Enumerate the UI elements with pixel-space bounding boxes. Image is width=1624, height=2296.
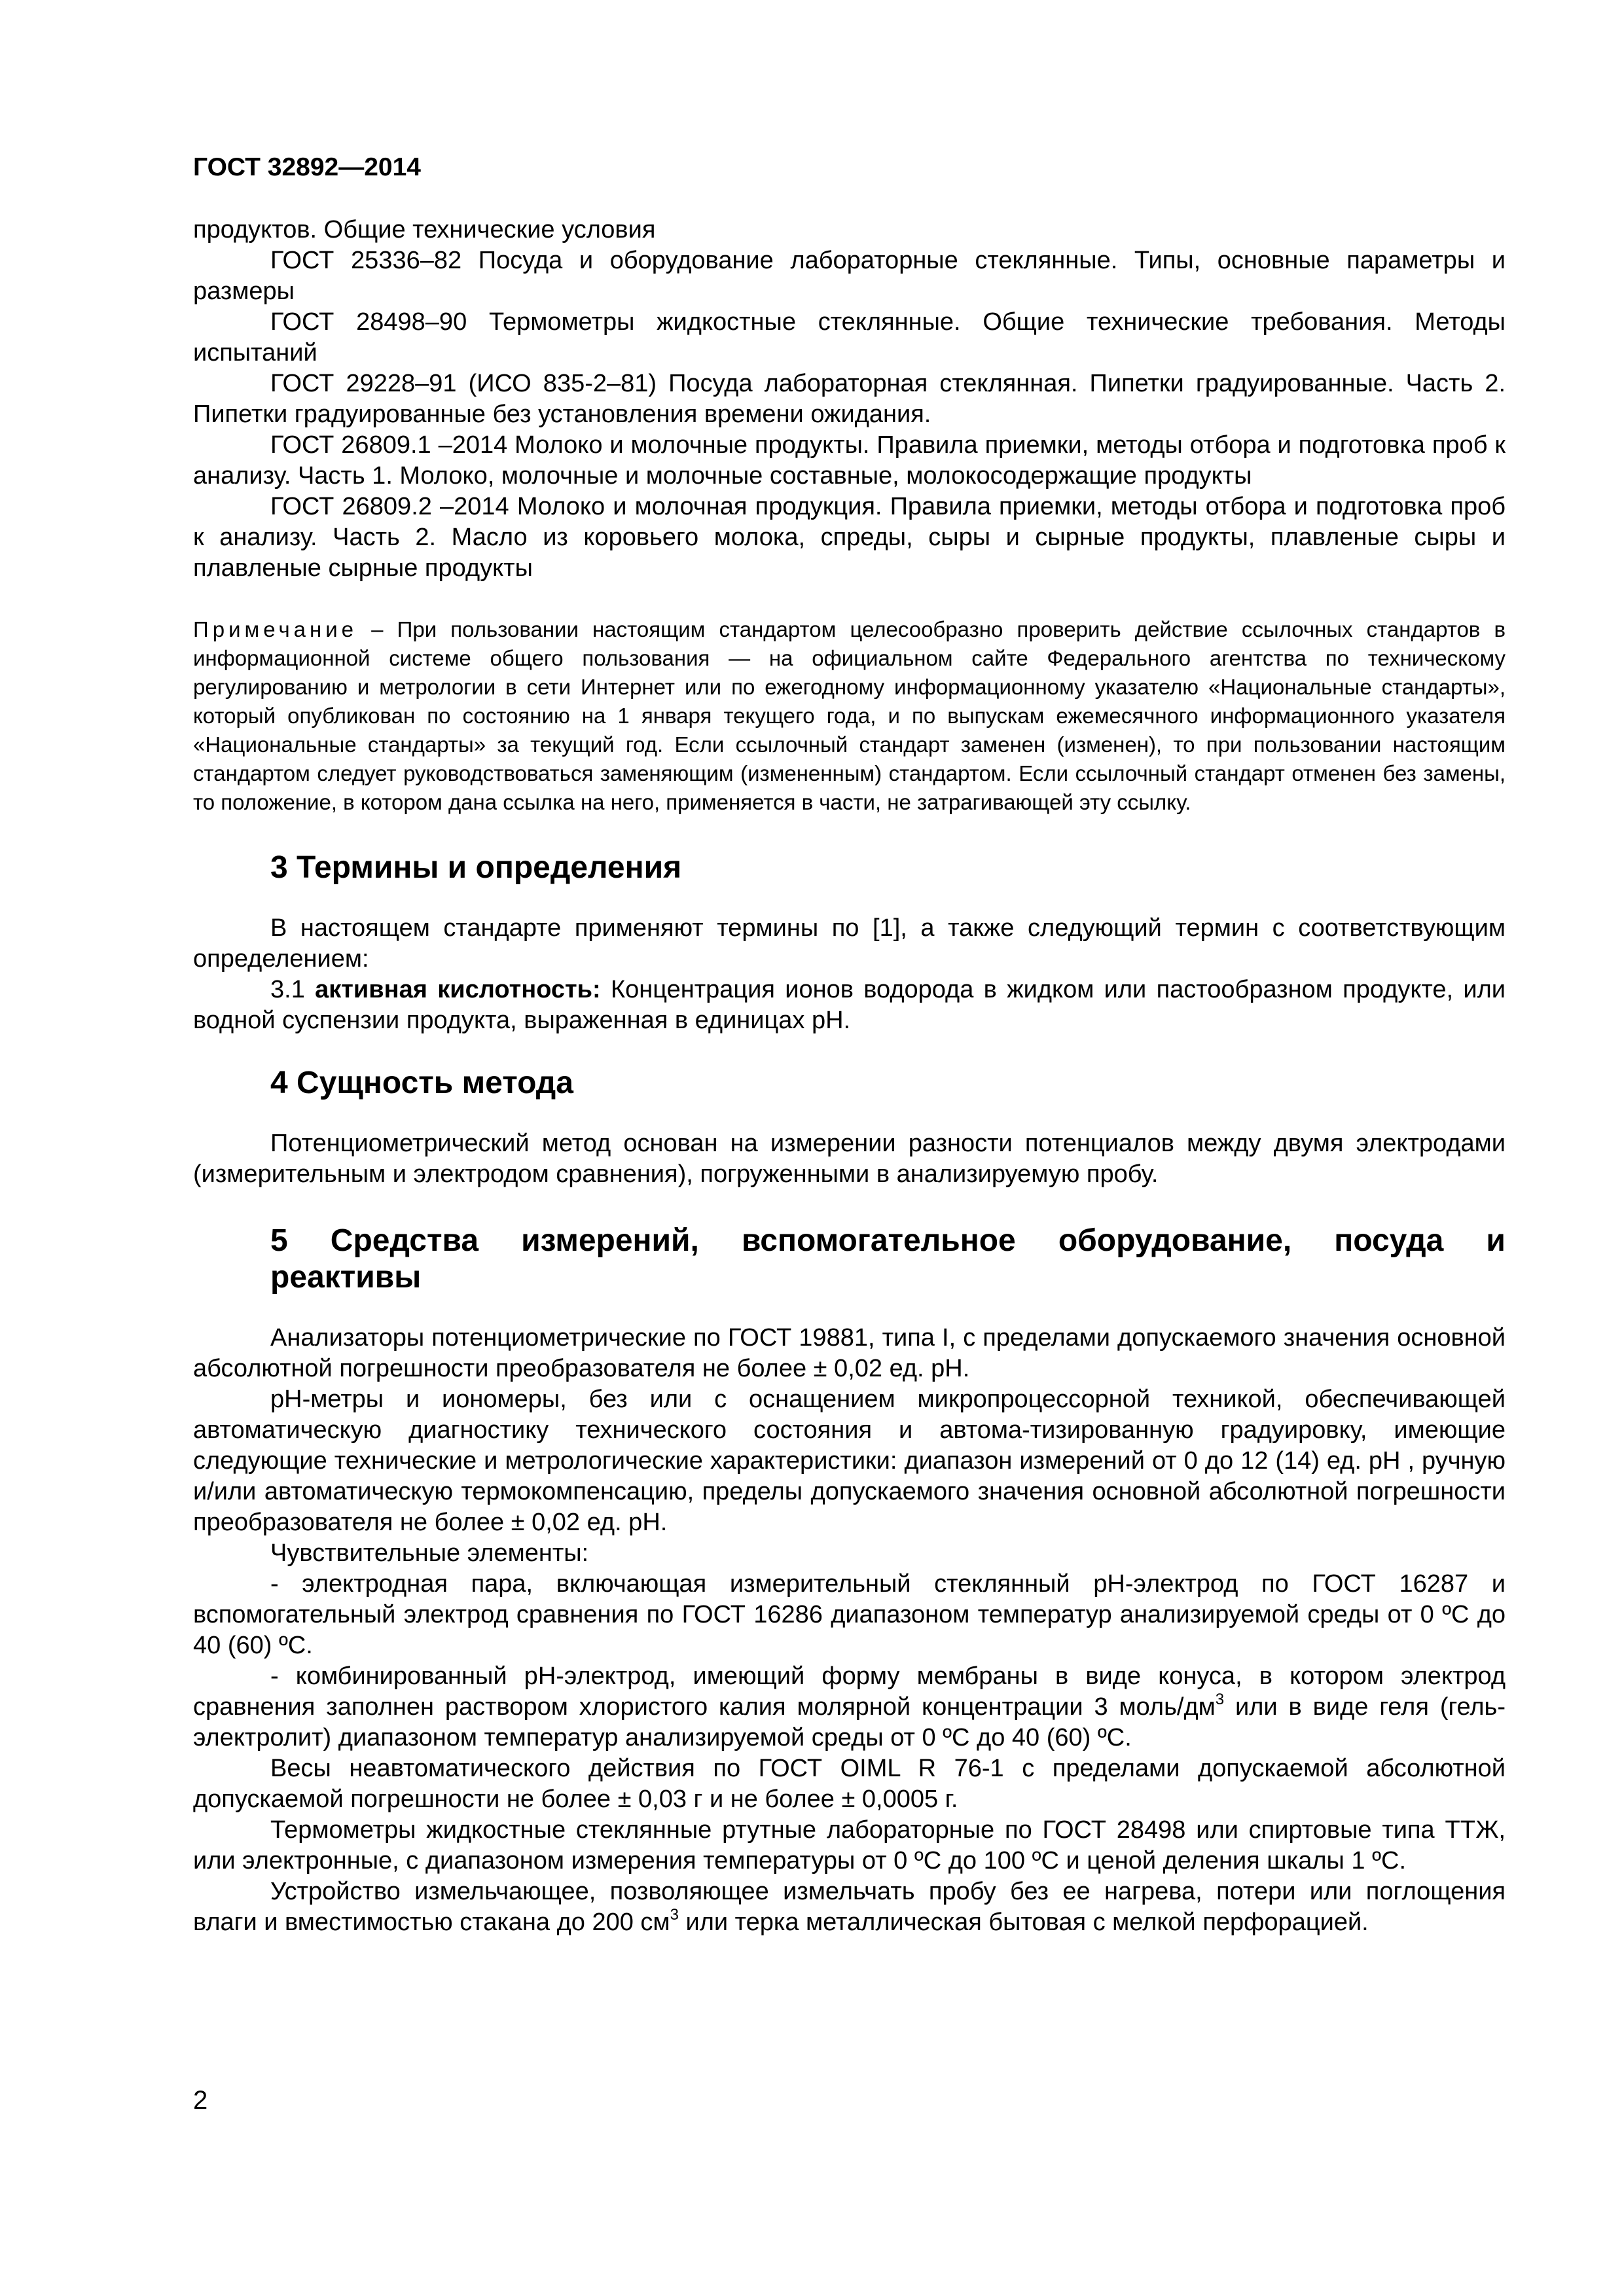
- reference-item: [193, 245, 1506, 307]
- heading-word: и: [1486, 1223, 1506, 1258]
- note-label: Примечание: [193, 617, 358, 641]
- section-5-paragraph: Чувствительные элементы:: [270, 1539, 589, 1567]
- reference-item: [193, 492, 1506, 584]
- section-5-heading-line1: [270, 1223, 1506, 1259]
- reference-code: ГОСТ 28498–90: [270, 308, 489, 336]
- paragraph-text: или в виде геля (гель-электролит) диапазоном температур анализируемой среды от 0 ºС до 40 (60) ºС.: [193, 1693, 1506, 1751]
- heading-word: оборудование,: [1058, 1223, 1292, 1258]
- paragraph-text: Устройство измельчающее, позволяющее измельчать пробу без ее нагрева, потери или поглощения влаги и вместимостью стакана до 200 см: [193, 1878, 1506, 1936]
- reference-item: [193, 368, 1506, 430]
- heading-word: вспомогательное: [741, 1223, 1016, 1258]
- reference-text: Молоко и молочная продукция. Правила приемки, методы отбора и подготовка проб к анализу. Часть 2. Масло из коровьего молока, спреды, сыры и сырные продукты, плавленые сыры и плавленые сырные продукты: [193, 493, 1506, 582]
- page-number: 2: [193, 2086, 208, 2115]
- term-name: активная кислотность:: [315, 976, 601, 1003]
- reference-text: (ИСО 835-2–81) Посуда лабораторная стеклянная. Пипетки градуированные. Часть 2. Пипетки градуированные без установления времени ожидания.: [193, 370, 1506, 428]
- term-definition: [193, 975, 1506, 1036]
- page-content: [193, 215, 1506, 1938]
- section-5-paragraph: pH-метры и иономеры, без или с оснащением микропроцессорной техникой, обеспечивающей автоматическую диагностику технического состояния и автома-тизированную градуировку, имеющие следующие технические и метрологические характеристики: диапазон измерений от 0 до 12 (14) ед. pH , ручную и/или автоматическую термокомпенсацию, пределы допускаемого значения основной абсолютной погрешности преобразователя не более ± 0,02 ед. pH.: [193, 1386, 1506, 1536]
- reference-text: Посуда и оборудование лабораторные стеклянные. Типы, основные параметры и размеры: [193, 247, 1506, 305]
- heading-word: 5: [270, 1223, 288, 1258]
- reference-code: ГОСТ 29228–91: [270, 370, 469, 397]
- section-5-paragraph: [193, 1661, 1506, 1753]
- paragraph-text: - комбинированный pH-электрод, имеющий форму мембраны в виде конуса, в котором электрод сравнения заполнен раствором хлористого калия молярной концентрации 3 моль/дм: [193, 1662, 1506, 1721]
- heading-word: измерений,: [521, 1223, 699, 1258]
- section-5-paragraph: [193, 1876, 1506, 1938]
- note-block: [193, 615, 1506, 817]
- section-4-heading: 4 Сущность метода: [270, 1066, 573, 1100]
- reference-item: [193, 307, 1506, 368]
- reference-code: ГОСТ 26809.1 –2014: [270, 431, 515, 459]
- section-3-intro: В настоящем стандарте применяют термины по [1], а также следующий термин с соответствующим определением:: [193, 914, 1506, 973]
- document-header: ГОСТ 32892—2014: [193, 153, 421, 181]
- section-5-paragraph: - электродная пара, включающая измерительный стеклянный pH-электрод по ГОСТ 16287 и вспомогательный электрод сравнения по ГОСТ 16286 диапазоном температур анализируемой среды от 0 ºС до 40 (60) ºС.: [193, 1570, 1506, 1659]
- section-3-heading: 3 Термины и определения: [270, 850, 682, 885]
- section-5-paragraph: Термометры жидкостные стеклянные ртутные лабораторные по ГОСТ 28498 или спиртовые типа ТТЖ, или электронные, с диапазоном измерения температуры от 0 ºС до 100 ºС и ценой деления шкалы 1 ºС.: [193, 1816, 1506, 1874]
- reference-text: Термометры жидкостные стеклянные. Общие технические требования. Методы испытаний: [193, 308, 1506, 367]
- reference-text: Молоко и молочные продукты. Правила приемки, методы отбора и подготовка проб к анализу. Часть 1. Молоко, молочные и молочные составные, молокосодержащие продукты: [193, 431, 1506, 490]
- reference-text: продуктов. Общие технические условия: [193, 216, 656, 243]
- reference-item: [193, 430, 1506, 492]
- heading-word: посуда: [1334, 1223, 1444, 1258]
- section-5-heading-line2: реактивы: [270, 1260, 422, 1295]
- term-definition-text: Концентрация ионов водорода в жидком или пастообразном продукте, или водной суспензии продукта, выраженная в единицах pH.: [193, 976, 1506, 1034]
- reference-code: ГОСТ 26809.2 –2014: [270, 493, 517, 520]
- superscript: 3: [670, 1906, 679, 1924]
- section-5-paragraph: Анализаторы потенциометрические по ГОСТ 19881, типа I, с пределами допускаемого значения основной абсолютной погрешности преобразователя не более ± 0,02 ед. pH.: [193, 1324, 1506, 1382]
- heading-word: Средства: [330, 1223, 479, 1258]
- section-5-heading: [193, 1223, 1506, 1296]
- term-number: 3.1: [270, 976, 316, 1003]
- reference-continuation: [193, 215, 1506, 245]
- note-text: – При пользовании настоящим стандартом целесообразно проверить действие ссылочных стандартов в информационной системе общего пользования — на официальном сайте Федерального агентства по техническому регулированию и метрологии в сети Интернет или по ежегодному информационному указателю «Национальные стандарты», который опубликован по состоянию на 1 января текущего года, и по выпускам ежемесячного информационного указателя «Национальные стандарты» за текущий год. Если ссылочный стандарт заменен (изменен), то при пользовании настоящим стандартом следует руководствоваться заменяющим (измененным) стандартом. Если ссылочный стандарт отменен без замены, то положение, в котором дана ссылка на него, применяется в части, не затрагивающей эту ссылку.: [193, 617, 1506, 814]
- reference-code: ГОСТ 25336–82: [270, 247, 478, 274]
- section-5-paragraph: Весы неавтоматического действия по ГОСТ OIML R 76-1 с пределами допускаемой абсолютной допускаемой погрешности не более ± 0,03 г и не более ± 0,0005 г.: [193, 1755, 1506, 1813]
- paragraph-text: или терка металлическая бытовая с мелкой перфорацией.: [678, 1909, 1369, 1936]
- section-4-text: Потенциометрический метод основан на измерении разности потенциалов между двумя электродами (измерительным и электродом сравнения), погруженными в анализируемую пробу.: [193, 1130, 1506, 1188]
- superscript: 3: [1215, 1691, 1225, 1708]
